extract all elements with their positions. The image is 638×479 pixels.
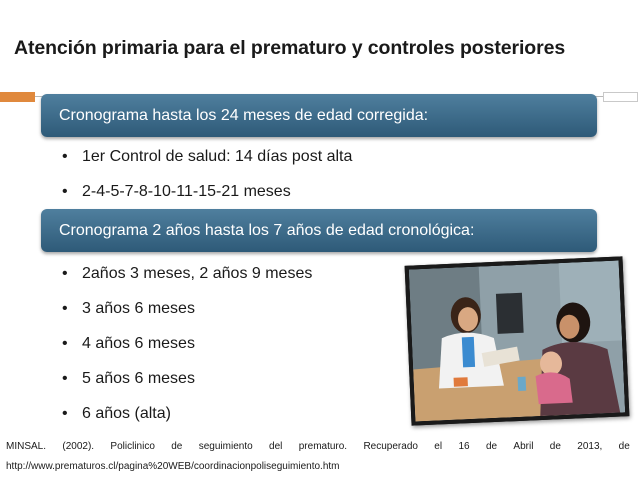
consultation-photo (405, 256, 630, 425)
section-header-1 (41, 94, 597, 137)
bullet-list-2 (62, 264, 312, 439)
bullet-icon: • (62, 183, 68, 200)
list-item: • 2-4-5-7-8-10-11-15-21 meses (62, 183, 291, 200)
list-item: • 4 años 6 meses (62, 335, 195, 352)
citation-word: Recuperado (363, 441, 418, 452)
citation-word: del (269, 441, 283, 452)
citation-word: prematuro. (298, 441, 348, 452)
section-header-2-text: Cronograma 2 años hasta los 7 años de edad cronológica: (59, 221, 475, 239)
section-header-1-text: Cronograma hasta los 24 meses de edad corregida: (59, 106, 429, 124)
list-item: • 2años 3 meses, 2 años 9 meses (62, 265, 313, 282)
citation-word: MINSAL. (6, 441, 47, 452)
bullet-icon: • (62, 370, 68, 387)
bullet-icon: • (62, 265, 68, 282)
bullet-icon: • (62, 148, 68, 165)
citation-word: Abril (513, 441, 534, 452)
slide-title: Atención primaria para el prematuro y controles posteriores (14, 37, 566, 59)
citation-word: Policlinico (110, 441, 155, 452)
citation (6, 441, 630, 452)
bullet-icon: • (62, 335, 68, 352)
list-item: • 5 años 6 meses (62, 370, 195, 387)
citation-word: de (485, 441, 498, 452)
citation-word: (2002). (62, 441, 95, 452)
bullet-icon: • (62, 405, 68, 422)
section-header-2 (41, 209, 597, 252)
title-rule-accent (0, 92, 35, 102)
list-item: • 6 años (alta) (62, 405, 171, 422)
citation-word: seguimiento (198, 441, 253, 452)
citation-word: de (549, 441, 561, 452)
citation-word: 16 (458, 441, 470, 452)
list-item: • 1er Control de salud: 14 días post alta (62, 148, 353, 165)
citation-word: de (618, 441, 630, 452)
citation-url: http://www.prematuros.cl/pagina%20WEB/coordinacionpoliseguimiento.htm (6, 461, 340, 472)
citation-word: de (171, 441, 183, 452)
list-item: • 3 años 6 meses (62, 300, 195, 317)
photo-of-medical-consultation-icon (409, 260, 625, 421)
title-rule-end (603, 92, 638, 102)
bullet-list-1 (62, 147, 352, 217)
citation-word: el (434, 441, 443, 452)
citation-word: 2013, (577, 441, 603, 452)
bullet-icon: • (62, 300, 68, 317)
